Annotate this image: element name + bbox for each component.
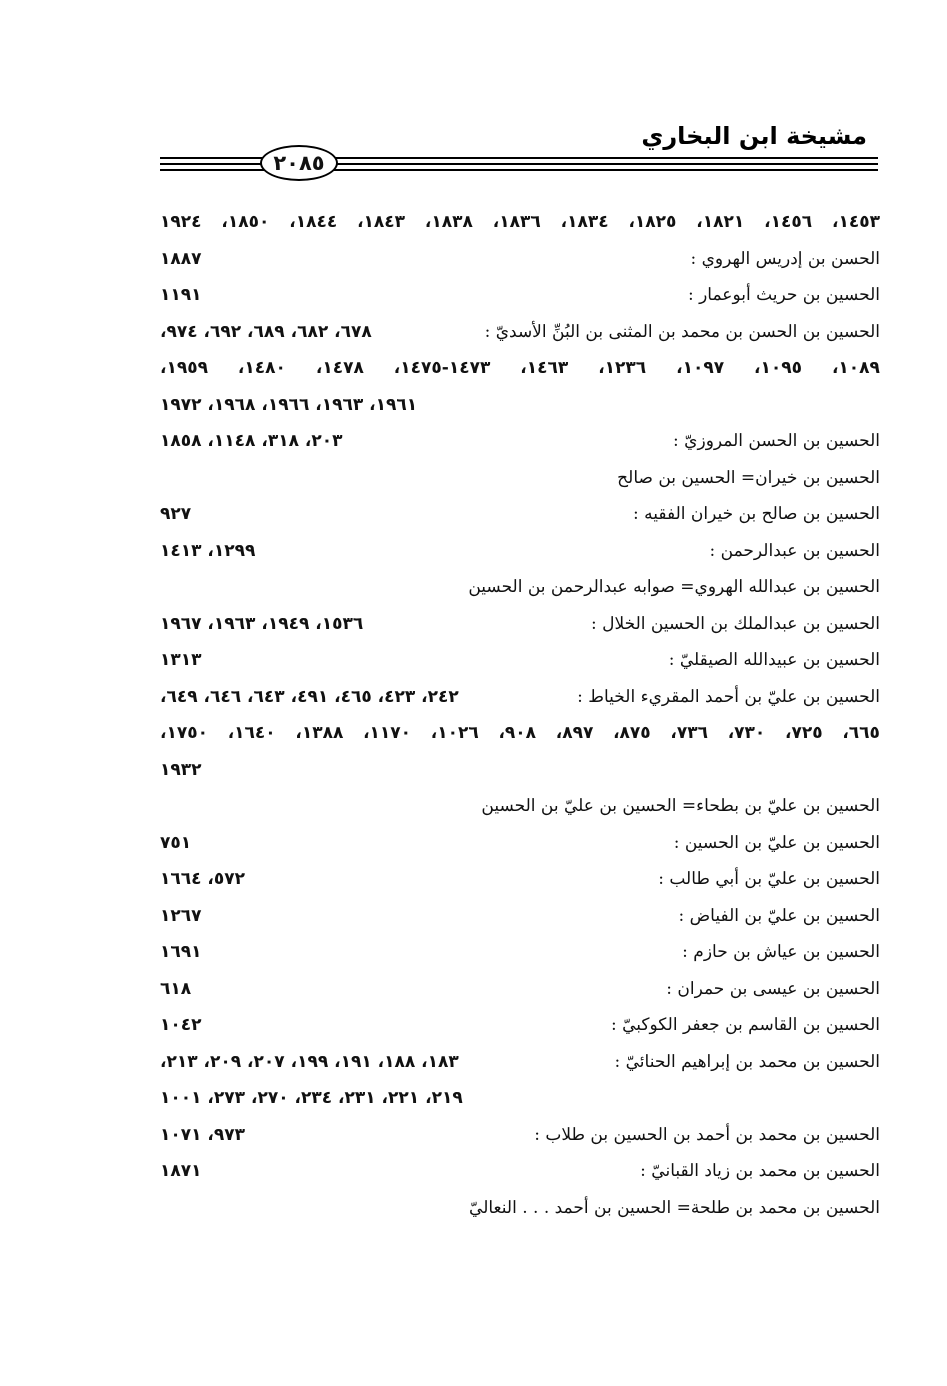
list-item	[160, 318, 880, 355]
list-item	[160, 464, 880, 501]
list-item	[160, 1121, 880, 1158]
entry-name: الحسين بن محمد بن طلحة= الحسين بن أحمد . . . النعاليّ	[469, 1197, 880, 1218]
list-item	[160, 975, 880, 1012]
entry-numbers: ١٢٦٧	[160, 905, 202, 926]
entry-numbers: ٦١٨	[160, 978, 192, 999]
entry-numbers: ١٠٨٩، ١٠٩٥، ١٠٩٧، ١٢٣٦، ١٤٦٣، ١٤٧٣-١٤٧٥، ١٤٧٨، ١٤٨٠، ١٩٥٩،	[160, 358, 880, 378]
entry-numbers: ٢١٩، ٢٢١، ٢٣١، ٢٣٤، ٢٧٠، ٢٧٣، ١٠٠١	[160, 1088, 463, 1108]
entry-numbers: ١٨٨٧	[160, 248, 202, 269]
list-item	[160, 902, 880, 939]
entry-name: الحسين بن عياش بن حازم :	[682, 942, 880, 962]
entry-numbers: ٦٦٥، ٧٢٥، ٧٣٠، ٧٣٦، ٨٧٥، ٨٩٧، ٩٠٨، ١٠٢٦، ١١٧٠، ١٣٨٨، ١٦٤٠، ١٧٥٠،	[160, 723, 880, 743]
entry-numbers: ١٣١٣	[160, 650, 202, 670]
entry-name: الحسين بن عبدالرحمن :	[709, 540, 880, 561]
entry-numbers: ١٨٣، ١٨٨، ١٩١، ١٩٩، ٢٠٧، ٢٠٩، ٢١٣،	[160, 1051, 459, 1072]
entry-name: الحسين بن الحسن بن محمد بن المثنى بن البُنِّ الأسديّ :	[484, 321, 880, 342]
entry-numbers: ٧٥١	[160, 832, 192, 853]
book-title: مشيخة ابن البخاري	[641, 122, 867, 150]
list-item	[160, 1157, 880, 1194]
entry-name: الحسين بن عليّ بن أحمد المقريء الخياط :	[577, 686, 880, 707]
list-item	[160, 500, 880, 537]
entry-numbers: ٩٧٣، ١٠٧١	[160, 1124, 246, 1145]
list-item	[160, 1048, 880, 1085]
entry-name: الحسين بن عليّ بن أبي طالب :	[658, 869, 880, 889]
entry-numbers: ١٩٣٢	[160, 759, 202, 780]
list-item	[160, 756, 880, 793]
entry-name: الحسين بن عبيدالله الصيقليّ :	[668, 650, 880, 670]
entry-numbers: ١٥٣٦، ١٩٤٩، ١٩٦٣، ١٩٦٧	[160, 613, 364, 634]
entry-numbers: ١٢٩٩، ١٤١٣	[160, 540, 256, 561]
entry-numbers: ١٦٩١	[160, 942, 202, 962]
header-rule	[160, 143, 878, 183]
entry-name: الحسين بن عليّ بن الفياض :	[678, 905, 880, 926]
list-item	[160, 245, 880, 282]
list-item	[160, 1194, 880, 1231]
entry-numbers: ١٠٤٢	[160, 1015, 202, 1035]
entry-name: الحسين بن صالح بن خيران الفقيه :	[633, 504, 880, 524]
list-item	[160, 610, 880, 647]
list-item	[160, 938, 880, 975]
entry-numbers: ١٨٧١	[160, 1161, 202, 1181]
list-item	[160, 865, 880, 902]
list-item	[160, 427, 880, 464]
entry-name: الحسين بن الحسن المروزيّ :	[673, 431, 880, 451]
page-number: ٢٠٨٥	[260, 145, 338, 181]
list-item	[160, 573, 880, 610]
entry-name: الحسين بن القاسم بن جعفر الكوكبيّ :	[610, 1015, 880, 1035]
list-item	[160, 537, 880, 574]
list-item	[160, 208, 880, 245]
entry-name: الحسين بن عيسى بن حمران :	[666, 978, 880, 999]
entry-name: الحسين بن محمد بن زياد القبانيّ :	[640, 1161, 880, 1181]
list-item	[160, 792, 880, 829]
entry-name: الحسين بن عليّ بن بطحاء= الحسين بن عليّ بن الحسين	[481, 796, 880, 816]
entry-numbers: ١١٩١	[160, 285, 202, 305]
entry-name: الحسين بن عبدالملك بن الحسين الخلال :	[591, 613, 880, 634]
entry-numbers: ١٤٥٣، ١٤٥٦، ١٨٢١، ١٨٢٥، ١٨٣٤، ١٨٣٦، ١٨٣٨، ١٨٤٣، ١٨٤٤، ١٨٥٠، ١٩٢٤	[160, 212, 880, 232]
list-item	[160, 354, 880, 391]
entry-numbers: ٦٧٨، ٦٨٢، ٦٨٩، ٦٩٢، ٩٧٤،	[160, 321, 372, 342]
list-item	[160, 829, 880, 866]
entry-name: الحسين بن محمد بن أحمد بن الحسين بن طلاب :	[534, 1124, 880, 1145]
list-item	[160, 646, 880, 683]
index-list	[160, 208, 880, 1230]
entry-name: الحسين بن محمد بن إبراهيم الحنائيّ :	[614, 1051, 880, 1072]
entry-name: الحسين بن عليّ بن الحسين :	[673, 832, 880, 853]
entry-name: الحسن بن إدريس الهروي :	[690, 248, 880, 269]
entry-numbers: ٢٤٢، ٤٢٣، ٤٦٥، ٤٩١، ٦٤٣، ٦٤٦، ٦٤٩،	[160, 686, 459, 707]
entry-name: الحسين بن حريث أبوعمار :	[687, 285, 880, 305]
entry-numbers: ١٩٦١، ١٩٦٣، ١٩٦٦، ١٩٦٨، ١٩٧٢	[160, 394, 418, 415]
list-item	[160, 719, 880, 756]
entry-name: الحسين بن عبدالله الهروي= صوابه عبدالرحمن بن الحسين	[468, 577, 880, 597]
list-item	[160, 1011, 880, 1048]
entry-numbers: ٢٠٣، ٣١٨، ١١٤٨، ١٨٥٨	[160, 431, 343, 451]
list-item	[160, 391, 880, 428]
list-item	[160, 1084, 880, 1121]
list-item	[160, 281, 880, 318]
entry-numbers: ٥٧٢، ١٦٦٤	[160, 869, 246, 889]
list-item	[160, 683, 880, 720]
entry-name: الحسين بن خيران= الحسين بن صالح	[617, 467, 880, 488]
entry-numbers: ٩٢٧	[160, 504, 192, 524]
